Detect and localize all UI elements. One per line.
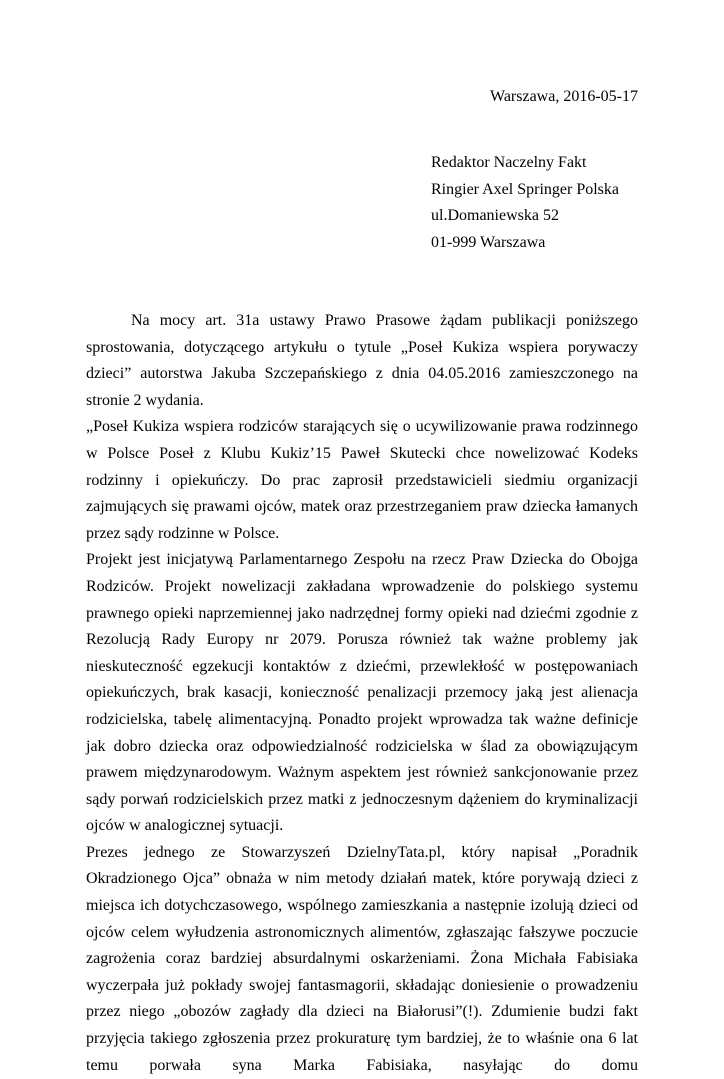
recipient-address	[431, 150, 619, 256]
recipient-line: Redaktor Naczelny Fakt	[431, 154, 587, 171]
letter-date: Warszawa, 2016-05-17	[490, 88, 638, 105]
body-paragraph: „Poseł Kukiza wspiera rodziców starających się o ucywilizowanie prawa rodzinnego w Polsce Poseł z Klubu Kukiz’15 Paweł Skutecki chce nowelizować Kodeks rodzinny i opiekuńczy. Do prac zaprosił przedstawicieli siedmiu organizacji zajmujących się prawami ojców, matek oraz przestrzeganiem praw dziecka łamanych przez sądy rodzinne w Polsce.	[86, 418, 638, 542]
body-paragraph: Projekt jest inicjatywą Parlamentarnego Zespołu na rzecz Praw Dziecka do Obojga Rodziców. Projekt nowelizacji zakładana wprowadzenie do polskiego systemu prawnego opieki naprzemiennej jako nadrzędnej formy opieki nad dziećmi zgodnie z Rezolucją Rady Europy nr 2079. Porusza również tak ważne problemy jak nieskuteczność egzekucji kontaktów z dziećmi, przewlekłość w postępowaniach opiekuńczych, brak kasacji, konieczność penalizacji przemocy jaką jest alienacja rodzicielska, tabelę alimentacyjną. Ponadto projekt wprowadza tak ważne definicje jak dobro dziecka oraz odpowiedzialność rodzicielska w ślad za obowiązującym prawem międzynarodowym. Ważnym aspektem jest również sankcjonowanie przez sądy porwań rodzicielskich przez matki z jednoczesnym dążeniem do kryminalizacji ojców w analogicznej sytuacji.	[86, 551, 638, 835]
letter-body	[86, 308, 638, 1079]
recipient-line: ul.Domaniewska 52	[431, 207, 559, 225]
recipient-line: 01-999 Warszawa	[431, 233, 546, 251]
body-paragraph: Na mocy art. 31a ustawy Prawo Prasowe żądam publikacji poniższego sprostowania, dotyczącego artykułu o tytule „Poseł Kukiza wspiera porywaczy dzieci” autorstwa Jakuba Szczepańskiego z dnia 04.05.2016 zamieszczonego na stronie 2 wydania.	[86, 312, 638, 409]
recipient-line: Ringier Axel Springer Polska	[431, 180, 619, 198]
body-paragraph: Prezes jednego ze Stowarzyszeń DzielnyTata.pl, który napisał „Poradnik Okradzionego Ojca” obnaża w nim metody działań matek, które porywają dzieci z miejsca ich dotychczasowego, wspólnego zamieszkania a następnie izolują dzieci od ojców celem wyłudzenia astronomicznych alimentów, zgłaszając fałszywe poczucie zagrożenia coraz bardziej absurdalnymi oskarżeniami. Żona Michała Fabisiaka wyczerpała już pokłady swojej fantasmagorii, składając doniesienie o prowadzeniu przez niego „obozów zagłady dla dzieci na Białorusi”(!). Zdumienie budzi fakt przyjęcia takiego zgłoszenia przez prokuraturę tym bardziej, że to właśnie ona 6 lat temu porwała syna Marka Fabisiaka, nasyłając do domu	[86, 843, 638, 1074]
